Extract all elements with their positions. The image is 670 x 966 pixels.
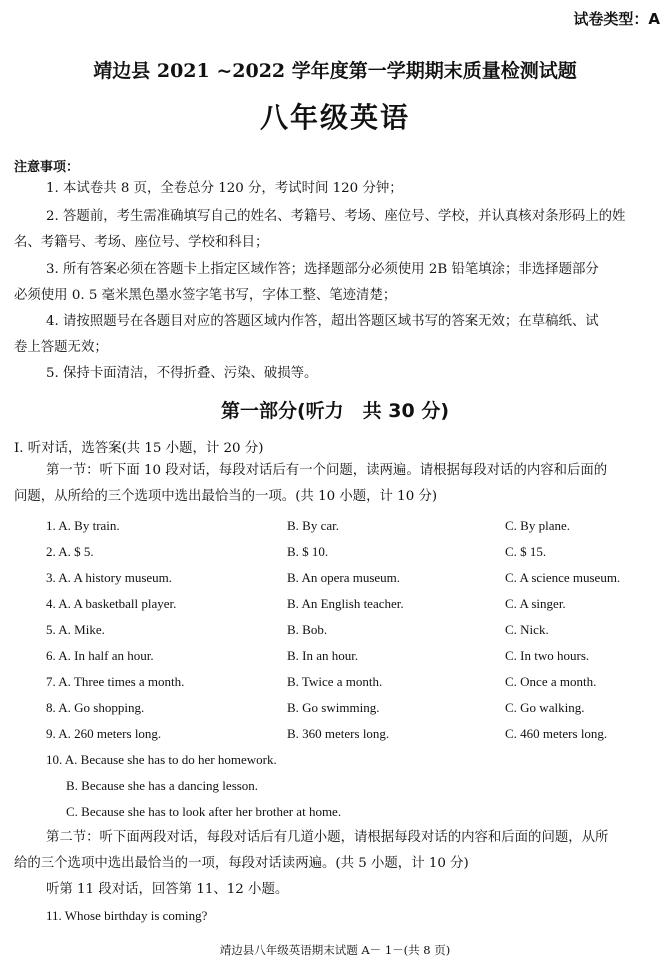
question-option-a: 2. A. $ 5. [46,544,94,559]
question-option-b: B. Go swimming. [287,700,380,715]
notice-line: 5. 保持卡面清洁，不得折叠、污染、破损等。 [46,366,318,381]
question-option-b: B. In an hour. [287,648,359,663]
question-option-a: 3. A. A history museum. [46,570,173,585]
question-option-c: C. 460 meters long. [505,726,608,741]
notice-line: 4. 请按照题号在各题目对应的答题区域内作答，超出答题区域书写的答案无效；在草稿纸、试 [46,314,599,329]
question-option-a: 4. A. A basketball player. [46,596,177,611]
question-option-b: B. An English teacher. [287,596,404,611]
notice-heading: 注意事项： [14,160,80,175]
question-10-option-c: C. Because she has to look after her brother at home. [66,804,342,819]
question-option-a: 1. A. By train. [46,518,120,533]
section-instruction: 给的三个选项中选出最恰当的一项，每段对话读两遍。(共 5 小题，计 10 分) [14,856,469,871]
question-10-option-a: 10. A. Because she has to do her homework. [46,752,277,767]
paper-type: 试卷类型：A [573,10,660,28]
question-option-c: C. In two hours. [505,648,590,663]
question-option-a: 8. A. Go shopping. [46,700,145,715]
question-option-b: B. $ 10. [287,544,329,559]
question-option-b: B. By car. [287,518,339,533]
notice-line: 名、考籍号、考场、座位号、学校和科目； [14,235,269,250]
question-option-b: B. 360 meters long. [287,726,390,741]
section-instruction: 第二节：听下面两段对话，每段对话后有几道小题，请根据每段对话的内容和后面的问题，从所 [46,830,609,845]
question-option-c: C. Once a month. [505,674,597,689]
notice-line: 必须使用 0. 5 毫米黑色墨水签字笔书写，字体工整、笔迹清楚； [14,288,397,303]
notice-line: 1. 本试卷共 8 页，全卷总分 120 分，考试时间 120 分钟； [46,181,403,196]
question-option-a: 6. A. In half an hour. [46,648,154,663]
question-option-c: C. By plane. [505,518,570,533]
question-option-b: B. Bob. [287,622,328,637]
page-footer: 靖边县八年级英语期末试题 A－ 1－(共 8 页) [219,943,451,957]
question-option-b: B. Twice a month. [287,674,383,689]
notice-line: 卷上答题无效； [14,340,108,355]
exam-title: 靖边县 2021 ~2022 学年度第一学期期末质量检测试题 [93,60,577,82]
question-option-c: C. $ 15. [505,544,547,559]
question-option-b: B. An opera museum. [287,570,401,585]
question-option-c: C. A science museum. [505,570,621,585]
section-instruction: 听第 11 段对话，回答第 11、12 小题。 [46,882,289,897]
notice-line: 2. 答题前，考生需准确填写自己的姓名、考籍号、考场、座位号、学校，并认真核对条形码上的姓 [46,209,626,224]
question-option-c: C. A singer. [505,596,566,611]
part-one-title: 第一部分(听力 共 30 分) [220,400,450,422]
question-option-a: 7. A. Three times a month. [46,674,185,689]
question-option-a: 5. A. Mike. [46,622,105,637]
question-10-option-b: B. Because she has a dancing lesson. [66,778,259,793]
question-11: 11. Whose birthday is coming? [46,908,208,923]
section-title: Ⅰ. 听对话，选答案(共 15 小题，计 20 分) [14,441,264,456]
question-option-a: 9. A. 260 meters long. [46,726,162,741]
section-instruction: 第一节：听下面 10 段对话，每段对话后有一个问题，读两遍。请根据每段对话的内容和后面的 [46,463,608,478]
question-option-c: C. Go walking. [505,700,585,715]
notice-line: 3. 所有答案必须在答题卡上指定区域作答；选择题部分必须使用 2B 铅笔填涂；非选择题部分 [46,262,599,277]
section-instruction: 问题，从所给的三个选项中选出最恰当的一项。(共 10 小题，计 10 分) [14,489,438,504]
subject-title: 八年级英语 [259,101,410,134]
question-option-c: C. Nick. [505,622,549,637]
